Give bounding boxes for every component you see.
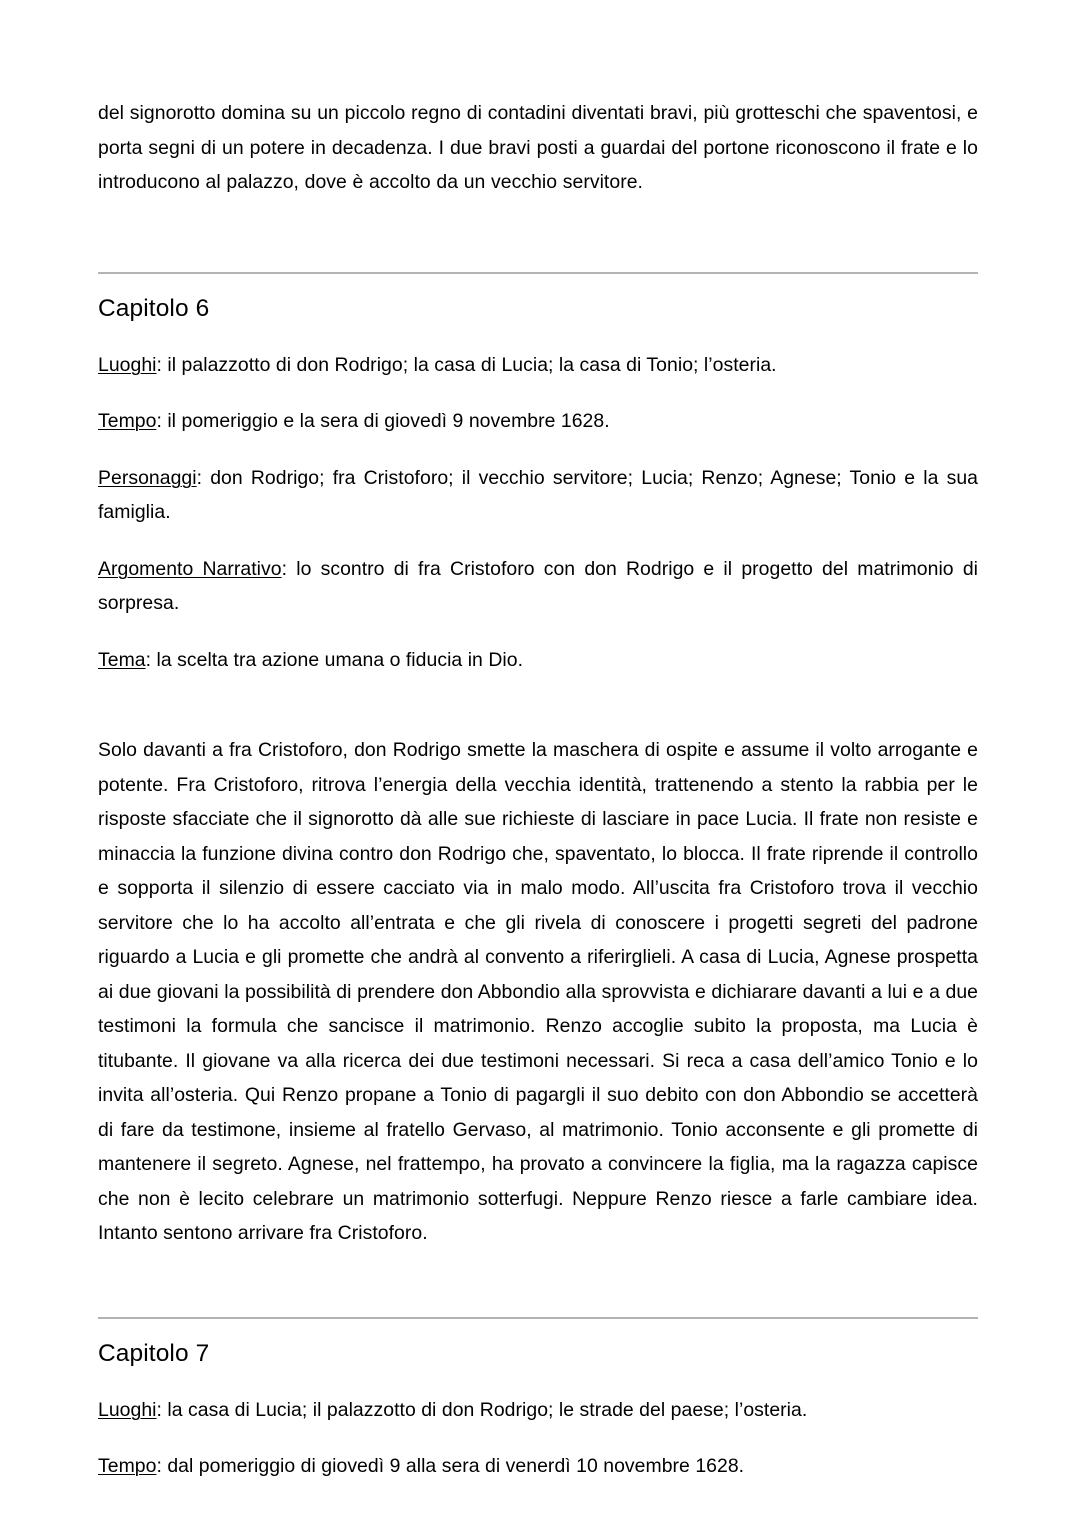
section-divider-chapter6 <box>98 272 978 274</box>
meta-label-luoghi: Luoghi <box>98 353 157 376</box>
meta-label-tempo: Tempo <box>98 1455 157 1477</box>
meta-value-luoghi: la casa di Lucia; il palazzotto di don Rodrigo; le strade del paese; l’osteria. <box>167 1398 808 1421</box>
page-content <box>98 96 978 1484</box>
meta-value-tempo: dal pomeriggio di giovedì 9 alla sera di venerdì 10 novembre 1628. <box>167 1455 745 1477</box>
meta-value-argomento-narrativo: lo scontro di fra Cristoforo con don Rodrigo e il progetto del matrimonio di sorpresa. <box>98 557 979 614</box>
chapter6-meta-argomento <box>98 552 978 621</box>
meta-label-personaggi: Personaggi <box>98 466 197 489</box>
chapter6-title: Capitolo 6 <box>98 294 210 322</box>
meta-separator: : <box>156 1455 168 1477</box>
chapter6-meta-tema <box>98 643 978 678</box>
chapter7-meta-tempo <box>98 1449 978 1484</box>
meta-value-tempo: il pomeriggio e la sera di giovedì 9 novembre 1628. <box>167 410 610 432</box>
section-divider-chapter7 <box>98 1317 978 1319</box>
spacer <box>98 1251 978 1317</box>
chapter6-meta-luoghi <box>98 348 978 383</box>
spacer <box>98 677 978 733</box>
meta-separator: : <box>156 410 168 432</box>
meta-separator: : <box>156 1398 168 1421</box>
meta-separator: : <box>196 466 211 489</box>
meta-label-tema: Tema <box>98 648 146 671</box>
meta-separator: : <box>156 353 168 376</box>
meta-value-tema: la scelta tra azione umana o fiducia in Dio. <box>156 648 524 671</box>
meta-value-luoghi: il palazzotto di don Rodrigo; la casa di Lucia; la casa di Tonio; l’osteria. <box>167 353 777 376</box>
chapter7-meta-luoghi <box>98 1393 978 1428</box>
chapter6-meta-personaggi <box>98 461 978 530</box>
chapter6-summary: Solo davanti a fra Cristoforo, don Rodrigo smette la maschera di ospite e assume il volto arrogante e potente. Fra Cristoforo, ritrova l’energia della vecchia identità, trattenendo a stento la rabbia per le risposte sfacciate che il signorotto dà alle sue richieste di lasciare in pace Lucia. Il frate non resiste e minaccia la funzione divina contro don Rodrigo che, spaventato, lo blocca. Il frate riprende il controllo e sopporta il silenzio di essere cacciato via in malo modo. All’uscita fra Cristoforo trova il vecchio servitore che lo ha accolto all’entrata e che gli rivela di conoscere i progetti segreti del padrone riguardo a Lucia e gli promette che andrà al convento a riferirglieli. A casa di Lucia, Agnese prospetta ai due giovani la possibilità di prendere don Abbondio alla sprovvista e dichiarare davanti a lui e a due testimoni la formula che sancisce il matrimonio. Renzo accoglie subito la proposta, ma Lucia è titubante. Il giovane va alla ricerca dei due testimoni necessari. Si reca a casa dell’amico Tonio e lo invita all’osteria. Qui Renzo propane a Tonio di pagargli il suo debito con don Abbondio se accetterà di fare da testimone, insieme al fratello Gervaso, al matrimonio. Tonio acconsente e gli promette di mantenere il segreto. Agnese, nel frattempo, ha provato a convincere la figlia, ma la ragazza capisce che non è lecito celebrare un matrimonio sotterfugi. Neppure Renzo riesce a farle cambiare idea. Intanto sentono arrivare fra Cristoforo. <box>98 739 978 1244</box>
meta-separator: : <box>145 648 157 671</box>
meta-value-personaggi: don Rodrigo; fra Cristoforo; il vecchio servitore; Lucia; Renzo; Agnese; Tonio e la sua famiglia. <box>98 466 979 523</box>
meta-label-tempo: Tempo <box>98 410 157 432</box>
chapter6-meta-tempo <box>98 404 978 439</box>
spacer <box>98 200 978 272</box>
chapter7-title: Capitolo 7 <box>98 1339 210 1367</box>
meta-label-argomento-narrativo: Argomento Narrativo <box>98 557 282 580</box>
intro-paragraph: del signorotto domina su un piccolo regno di contadini diventati bravi, più grotteschi che spaventosi, e porta segni di un potere in decadenza. I due bravi posti a guardai del portone riconoscono il frate e lo introducono al palazzo, dove è accolto da un vecchio servitore. <box>98 102 978 193</box>
meta-label-luoghi: Luoghi <box>98 1398 157 1421</box>
meta-separator: : <box>281 557 297 580</box>
